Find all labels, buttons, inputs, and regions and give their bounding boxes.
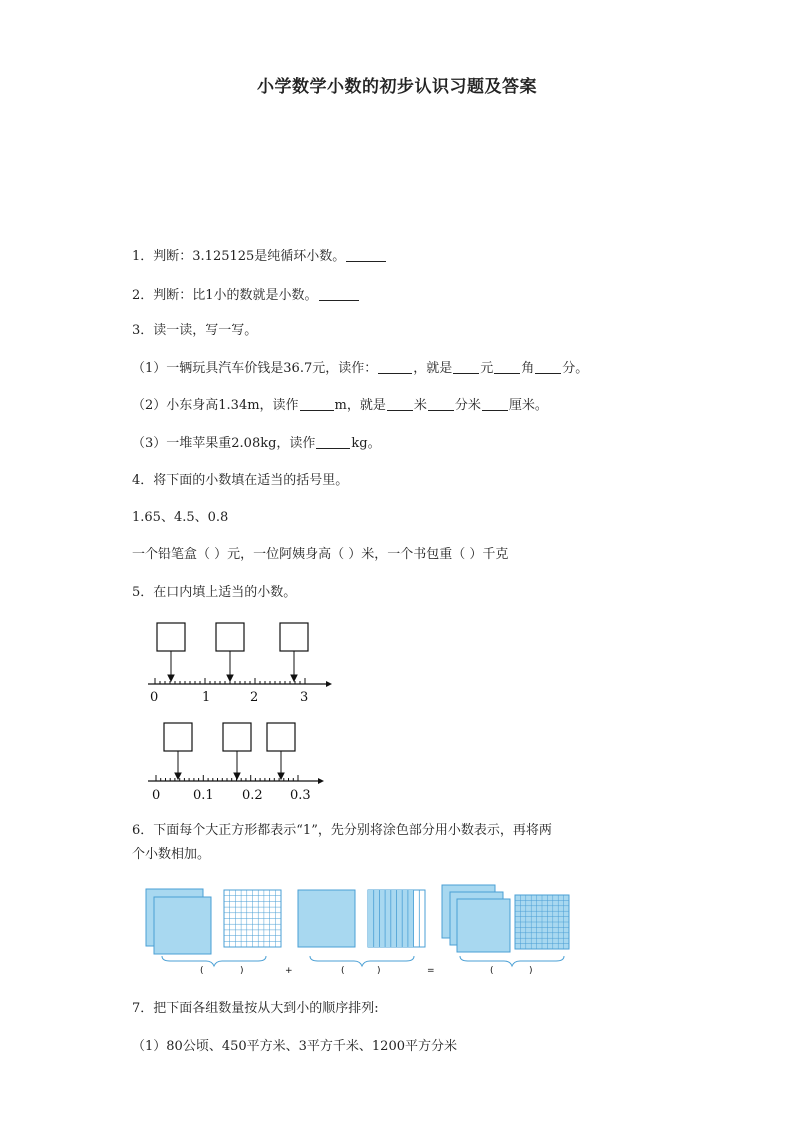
striped-square	[368, 890, 425, 947]
question-5-title: 5．在口内填上适当的小数。	[132, 585, 297, 600]
answer-blank[interactable]	[387, 397, 413, 411]
question-2	[132, 287, 360, 305]
answer-box[interactable]	[280, 623, 308, 651]
part-text: （2）小东身高1.34m，读作	[132, 398, 299, 413]
part-text: m，就是	[334, 398, 386, 413]
question-3-part-3	[132, 435, 381, 453]
tick-label: 2	[250, 690, 259, 705]
question-7-title: 7．把下面各组数量按从大到小的顺序排列:	[132, 1001, 379, 1016]
brace	[460, 956, 564, 966]
part-text: 分。	[562, 361, 589, 376]
tick-label: 0	[150, 690, 159, 705]
question-1-text: 1．判断：3.125125是纯循环小数。	[132, 249, 346, 264]
answer-box[interactable]	[267, 723, 295, 751]
part-text: 厘米。	[508, 398, 548, 413]
question-3-title: 3．读一读，写一写。	[132, 323, 258, 338]
paren-open: (	[200, 966, 204, 976]
question-3-part-2	[132, 397, 548, 415]
shaded-square	[154, 897, 211, 954]
tick-label: 0.3	[290, 788, 311, 803]
answer-blank[interactable]	[346, 248, 386, 262]
paren-close: )	[240, 966, 244, 976]
part-text: ，就是	[413, 361, 453, 376]
grid-square-1	[224, 890, 281, 947]
question-7-part-1: （1）80公顷、450平方米、3平方千米、1200平方分米	[132, 1039, 457, 1054]
answer-blank[interactable]	[300, 397, 334, 411]
question-6-line-2: 个小数相加。	[132, 847, 211, 862]
answer-blank[interactable]	[319, 287, 359, 301]
question-1	[132, 248, 387, 266]
pointer-arrows	[175, 751, 284, 779]
question-4-title: 4．将下面的小数填在适当的括号里。	[132, 473, 349, 488]
part-text: 米	[413, 398, 427, 413]
answer-blank[interactable]	[535, 360, 561, 374]
question-2-text: 2．判断：比1小的数就是小数。	[132, 288, 318, 303]
answer-blank[interactable]	[494, 360, 520, 374]
number-line-1	[140, 620, 340, 708]
part-text: 分米	[454, 398, 481, 413]
answer-box[interactable]	[223, 723, 251, 751]
answer-box[interactable]	[216, 623, 244, 651]
part-text: 角	[521, 361, 535, 376]
part-text: （1）一辆玩具汽车价钱是36.7元，读作：	[132, 361, 378, 376]
brace	[310, 956, 414, 966]
equals-sign: =	[427, 966, 435, 976]
answer-blank[interactable]	[428, 397, 454, 411]
answer-box[interactable]	[157, 623, 185, 651]
paren-open: (	[490, 966, 494, 976]
axis-arrow	[318, 778, 324, 784]
number-line-2	[140, 718, 340, 806]
plus-sign: +	[285, 966, 293, 976]
tick-label: 1	[202, 690, 211, 705]
question-6-line-1: 6．下面每个大正方形都表示“1”，先分别将涂色部分用小数表示，再将两	[132, 823, 552, 838]
tick-label: 0	[152, 788, 161, 803]
axis-arrow	[326, 681, 332, 687]
tick-label: 0.1	[193, 788, 214, 803]
paren-close: )	[377, 966, 381, 976]
answer-blank[interactable]	[316, 435, 350, 449]
question-4-fill: 一个铅笔盒（ ）元，一位阿姨身高（ ）米，一个书包重（ ）千克	[132, 547, 509, 562]
answer-box[interactable]	[164, 723, 192, 751]
question-3-part-1	[132, 360, 588, 378]
paren-close: )	[529, 966, 533, 976]
tick-label: 0.2	[242, 788, 263, 803]
paren-open: (	[341, 966, 345, 976]
page-title: 小学数学小数的初步认识习题及答案	[257, 77, 537, 97]
shaded-square	[457, 899, 510, 952]
part-text: kg。	[351, 436, 381, 451]
grid-square-2	[515, 895, 569, 949]
part-text: （3）一堆苹果重2.08kg，读作	[132, 436, 316, 451]
answer-blank[interactable]	[482, 397, 508, 411]
answer-blank[interactable]	[453, 360, 479, 374]
decimal-squares-figure	[140, 882, 580, 982]
shaded-square	[298, 890, 355, 947]
part-text: 元	[480, 361, 494, 376]
brace	[162, 956, 266, 966]
answer-blank[interactable]	[378, 360, 412, 374]
question-4-numbers: 1.65、4.5、0.8	[132, 510, 229, 525]
tick-label: 3	[300, 690, 309, 705]
pointer-arrows	[168, 651, 297, 681]
